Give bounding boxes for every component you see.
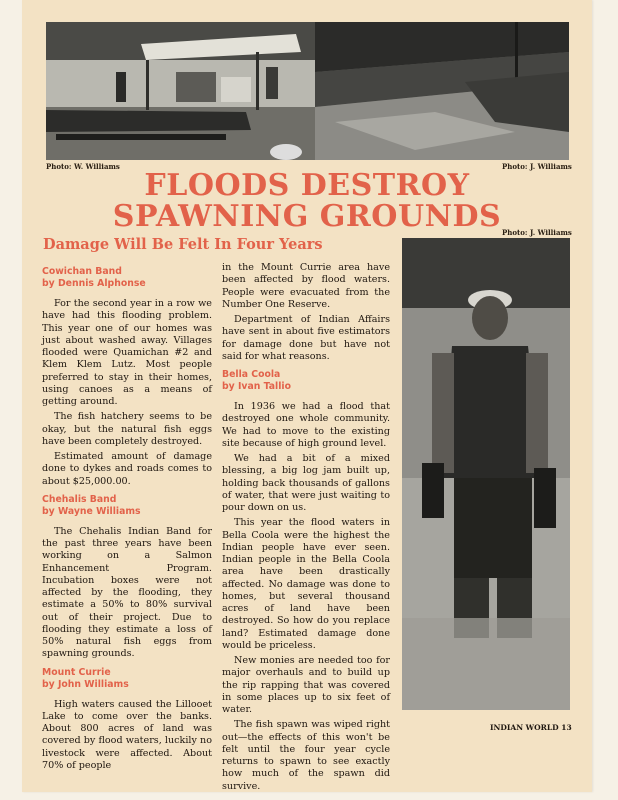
paragraph: High waters caused the Lillooet Lake to come over the banks. About 800 acres of land was covered by flood waters, luckily no livestock were affected. About 70% of people <box>42 698 212 771</box>
paragraph: In 1936 we had a flood that destroyed one whole community. We had to move to the existing site because of high ground level. <box>222 401 390 449</box>
headline-line-1: FLOODS DESTROY <box>144 168 470 203</box>
paragraph: We had a bit of a mixed blessing, a big log jam built up, holding back thousands of gallons of water, that were just waiting to pour down on us. <box>222 453 390 513</box>
paragraph: in the Mount Currie area have been affected by flood waters. People were evacuated from the Number One Reserve. <box>222 262 390 310</box>
paragraph: The Chehalis Indian Band for the past three years have been working on a Salmon Enhancement Program. Incubation boxes were not affected by the flooding, they estimate a 50% to 80% survival out of their project. Due to flooding they estimate a loss of 50% natural fish eggs from spawning grounds. <box>42 525 212 660</box>
photo-man-in-floodwater <box>402 238 570 710</box>
paragraph: The fish spawn was wiped right out—the effects of this won't be felt until the four year cycle returns to spawn to see exactly how much of the spawn did survive. <box>222 719 390 792</box>
paragraph: This year the flood waters in Bella Coola were the highest the Indian people have ever seen. Indian people in the Bella Coola area have been drastically affected. No damage was done to homes, but several thousand acres of land have been destroyed. So how do you replace land? Estimated damage done would be priceless. <box>222 517 390 651</box>
section-cowichan-heading: Cowichan Band by Dennis Alphonse <box>42 266 146 289</box>
headline-line-2: SPAWNING GROUNDS <box>112 199 502 234</box>
section-bella-coola-heading: Bella Coola by Ivan Tallio <box>222 369 291 392</box>
paragraph: New monies are needed too for major overhauls and to build up the rip rapping that was covered in some places up to six feet of water. <box>222 655 390 715</box>
column-left <box>42 260 212 775</box>
magazine-page <box>22 0 592 792</box>
photo-flooded-camp <box>46 22 324 160</box>
deck-subheadline: Damage Will Be Felt In Four Years <box>43 236 323 253</box>
page-footer: INDIAN WORLD 13 <box>490 723 572 732</box>
photo1-caption: Photo: W. Williams <box>46 162 120 171</box>
paragraph: Estimated amount of damage done to dykes and roads comes to about $25,000.00. <box>42 451 212 487</box>
paragraph: Department of Indian Affairs have sent in about five estimators for damage done but have not said for what reasons. <box>222 314 390 362</box>
paragraph: The fish hatchery seems to be okay, but the natural fish eggs have been completely destroyed. <box>42 411 212 447</box>
photo-flooded-river <box>315 22 569 160</box>
paragraph: For the second year in a row we have had this flooding problem. This year one of our homes was just about washed away. Villages flooded were Quamichan #2 and Klem Klem Lutz. Most people preferred to stay in their homes, using canoes as a means of getting around. <box>42 298 212 407</box>
column-middle <box>222 262 390 796</box>
section-chehalis-heading: Chehalis Band by Wayne Williams <box>42 493 141 517</box>
photo3-caption: Photo: J. Williams <box>502 228 572 237</box>
photo2-caption: Photo: J. Williams <box>502 162 572 171</box>
section-mount-currie-heading: Mount Currie by John Williams <box>42 666 129 690</box>
